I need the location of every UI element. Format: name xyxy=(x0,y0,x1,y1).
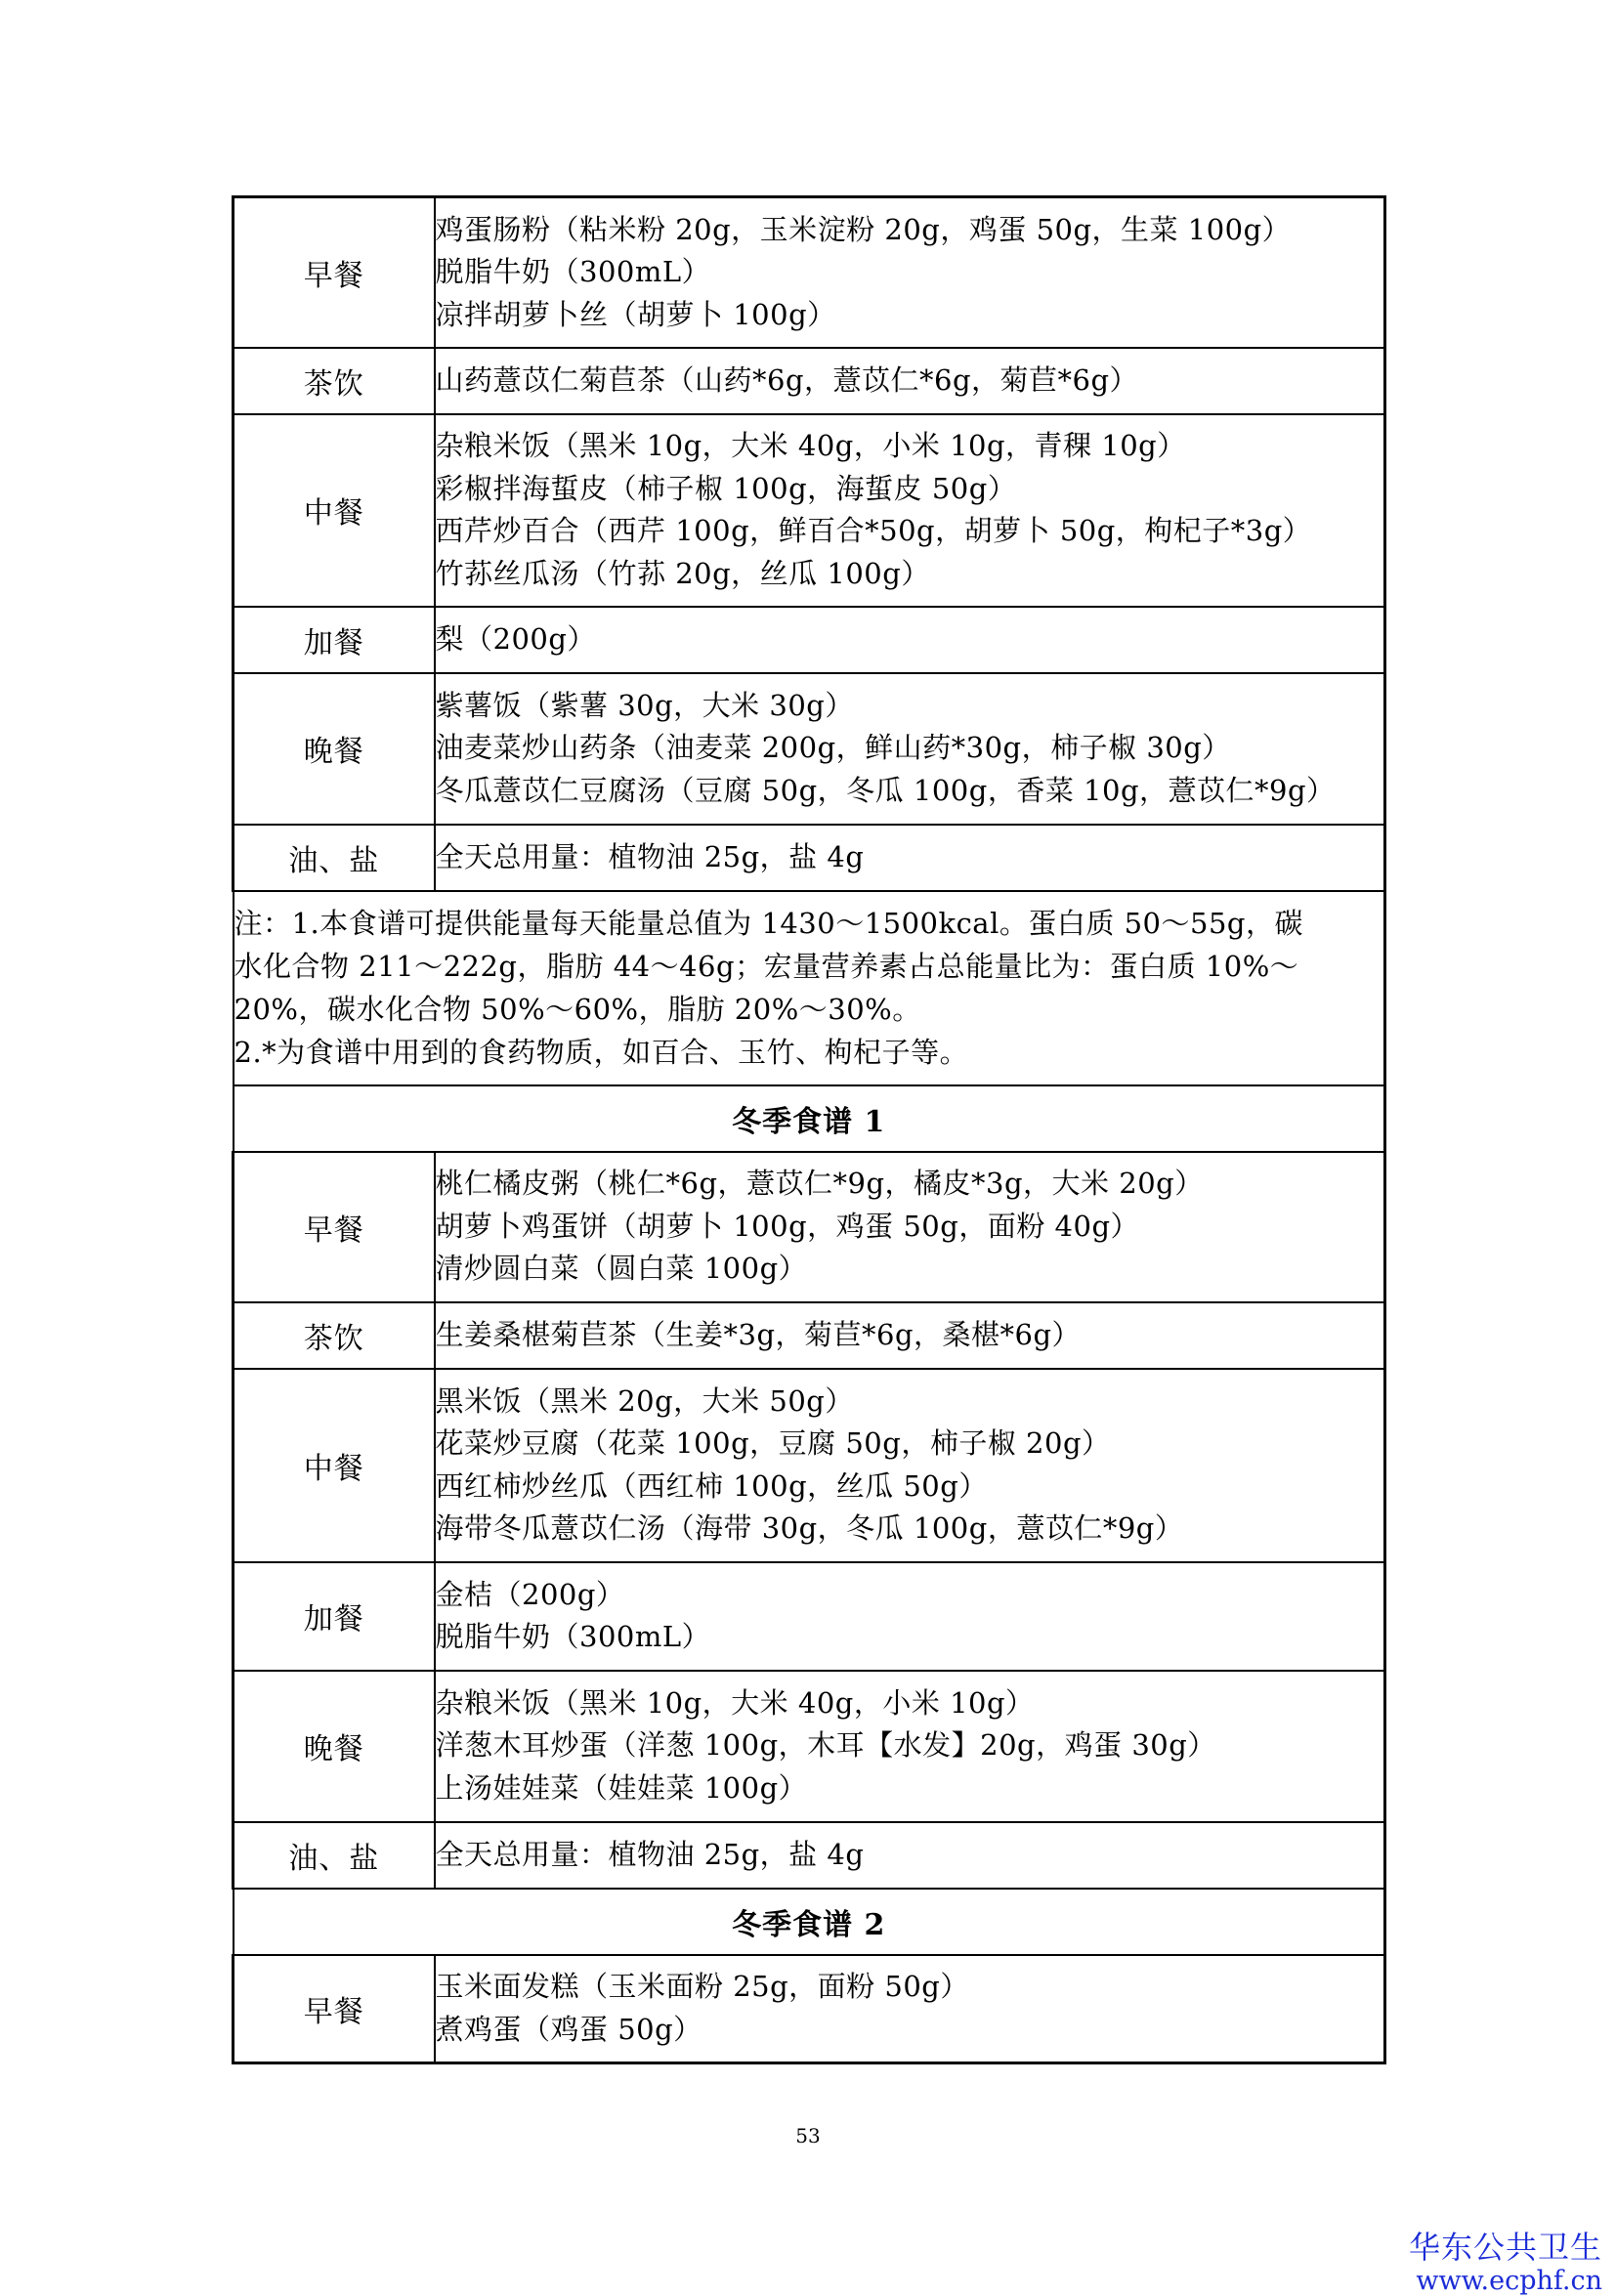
meal-content xyxy=(435,1562,1385,1671)
note-line: 注：1.本食谱可提供能量每天能量总值为 1430～1500kcal。蛋白质 50～55g，碳 xyxy=(234,907,1303,940)
dish-line: 金桔（200g） xyxy=(435,1577,625,1611)
meal-row-oil-salt xyxy=(234,1822,1385,1889)
meal-label: 早餐 xyxy=(234,1955,435,2063)
meal-label: 晚餐 xyxy=(234,673,435,825)
dish-line: 玉米面发糕（玉米面粉 25g，面粉 50g） xyxy=(435,1970,969,2004)
meal-label: 早餐 xyxy=(234,1152,435,1302)
meal-content xyxy=(435,607,1385,673)
watermark-name: 华东公共卫生 xyxy=(1408,2229,1602,2266)
meal-content xyxy=(435,825,1385,891)
meal-content xyxy=(435,197,1385,348)
meal-label: 油、盐 xyxy=(234,825,435,891)
dish-line: 黑米饭（黑米 20g，大米 50g） xyxy=(435,1383,854,1418)
meal-row-lunch xyxy=(234,414,1385,607)
watermark-url: www.ecphf.cn xyxy=(1416,2266,1602,2296)
dish-line: 油麦菜炒山药条（油麦菜 200g，鲜山药*30g，柿子椒 30g） xyxy=(435,731,1231,765)
dish-line: 彩椒拌海蜇皮（柿子椒 100g，海蜇皮 50g） xyxy=(435,471,1017,505)
dish-line: 煮鸡蛋（鸡蛋 50g） xyxy=(435,2012,702,2046)
dish-line: 全天总用量：植物油 25g，盐 4g xyxy=(435,839,865,873)
note-line: 水化合物 211～222g，脂肪 44～46g；宏量营养素占总能量比为：蛋白质 10%～ xyxy=(234,950,1299,983)
dish-line: 脱脂牛奶（300mL） xyxy=(435,255,711,288)
meal-row-breakfast xyxy=(234,1152,1385,1302)
meal-label: 加餐 xyxy=(234,1562,435,1671)
meal-row-snack xyxy=(234,1562,1385,1671)
note-cell xyxy=(234,891,1385,1085)
dish-line: 梨（200g） xyxy=(435,621,596,656)
meal-row-dinner xyxy=(234,1671,1385,1822)
dish-line: 杂粮米饭（黑米 10g，大米 40g，小米 10g） xyxy=(435,1685,1035,1720)
dish-line: 凉拌胡萝卜丝（胡萝卜 100g） xyxy=(435,297,836,331)
meal-content xyxy=(435,348,1385,414)
meal-label: 茶饮 xyxy=(234,1302,435,1369)
meal-content xyxy=(435,414,1385,607)
meal-content xyxy=(435,1671,1385,1822)
meal-row-snack xyxy=(234,607,1385,673)
dish-line: 鸡蛋肠粉（粘米粉 20g，玉米淀粉 20g，鸡蛋 50g，生菜 100g） xyxy=(435,212,1292,246)
meal-row-dinner xyxy=(234,673,1385,825)
meal-label: 茶饮 xyxy=(234,348,435,414)
meal-content xyxy=(435,1955,1385,2063)
meal-row-tea xyxy=(234,348,1385,414)
section-row-winter-2 xyxy=(234,1889,1385,1955)
page-number: 53 xyxy=(795,2124,821,2147)
dish-line: 西芹炒百合（西芹 100g，鲜百合*50g，胡萝卜 50g，枸杞子*3g） xyxy=(435,514,1312,547)
dish-line: 清炒圆白菜（圆白菜 100g） xyxy=(435,1252,808,1286)
meal-content xyxy=(435,1369,1385,1562)
dish-line: 洋葱木耳炒蛋（洋葱 100g，木耳【水发】20g，鸡蛋 30g） xyxy=(435,1728,1216,1763)
meal-label: 中餐 xyxy=(234,1369,435,1562)
menu-table xyxy=(232,195,1386,2064)
meal-label: 加餐 xyxy=(234,607,435,673)
dish-line: 胡萝卜鸡蛋饼（胡萝卜 100g，鸡蛋 50g，面粉 40g） xyxy=(435,1209,1140,1243)
dish-line: 西红柿炒丝瓜（西红柿 100g，丝瓜 50g） xyxy=(435,1468,988,1503)
dish-line: 脱脂牛奶（300mL） xyxy=(435,1620,711,1653)
meal-label: 晚餐 xyxy=(234,1671,435,1822)
meal-row-oil-salt xyxy=(234,825,1385,891)
dish-line: 上汤娃娃菜（娃娃菜 100g） xyxy=(435,1770,808,1805)
note-row xyxy=(234,891,1385,1085)
watermark xyxy=(1409,2230,1602,2296)
section-row-winter-1 xyxy=(234,1085,1385,1152)
meal-content xyxy=(435,1152,1385,1302)
dish-line: 海带冬瓜薏苡仁汤（海带 30g，冬瓜 100g，薏苡仁*9g） xyxy=(435,1511,1184,1545)
meal-content xyxy=(435,1822,1385,1889)
meal-label: 油、盐 xyxy=(234,1822,435,1889)
meal-row-lunch xyxy=(234,1369,1385,1562)
dish-line: 花菜炒豆腐（花菜 100g，豆腐 50g，柿子椒 20g） xyxy=(435,1426,1111,1460)
meal-row-breakfast xyxy=(234,197,1385,348)
dish-line: 冬瓜薏苡仁豆腐汤（豆腐 50g，冬瓜 100g，香菜 10g，薏苡仁*9g） xyxy=(435,773,1336,807)
dish-line: 生姜桑椹菊苣茶（生姜*3g，菊苣*6g，桑椹*6g） xyxy=(435,1317,1082,1351)
dish-line: 紫薯饭（紫薯 30g，大米 30g） xyxy=(435,688,854,722)
meal-row-tea xyxy=(234,1302,1385,1369)
dish-line: 山药薏苡仁菊苣茶（山药*6g，薏苡仁*6g，菊苣*6g） xyxy=(435,362,1139,397)
dish-line: 杂粮米饭（黑米 10g，大米 40g，小米 10g，青稞 10g） xyxy=(435,429,1186,462)
meal-row-breakfast xyxy=(234,1955,1385,2063)
section-title: 冬季食谱 1 xyxy=(234,1085,1385,1152)
section-title: 冬季食谱 2 xyxy=(234,1889,1385,1955)
note-line: 2.*为食谱中用到的食药物质，如百合、玉竹、枸杞子等。 xyxy=(234,1036,969,1069)
dish-line: 竹荪丝瓜汤（竹荪 20g，丝瓜 100g） xyxy=(435,556,930,590)
meal-label: 中餐 xyxy=(234,414,435,607)
meal-content xyxy=(435,673,1385,825)
meal-label: 早餐 xyxy=(234,197,435,348)
dish-line: 桃仁橘皮粥（桃仁*6g，薏苡仁*9g，橘皮*3g，大米 20g） xyxy=(435,1167,1204,1201)
meal-content xyxy=(435,1302,1385,1369)
dish-line: 全天总用量：植物油 25g，盐 4g xyxy=(435,1837,865,1871)
note-line: 20%，碳水化合物 50%～60%，脂肪 20%～30%。 xyxy=(234,993,921,1026)
